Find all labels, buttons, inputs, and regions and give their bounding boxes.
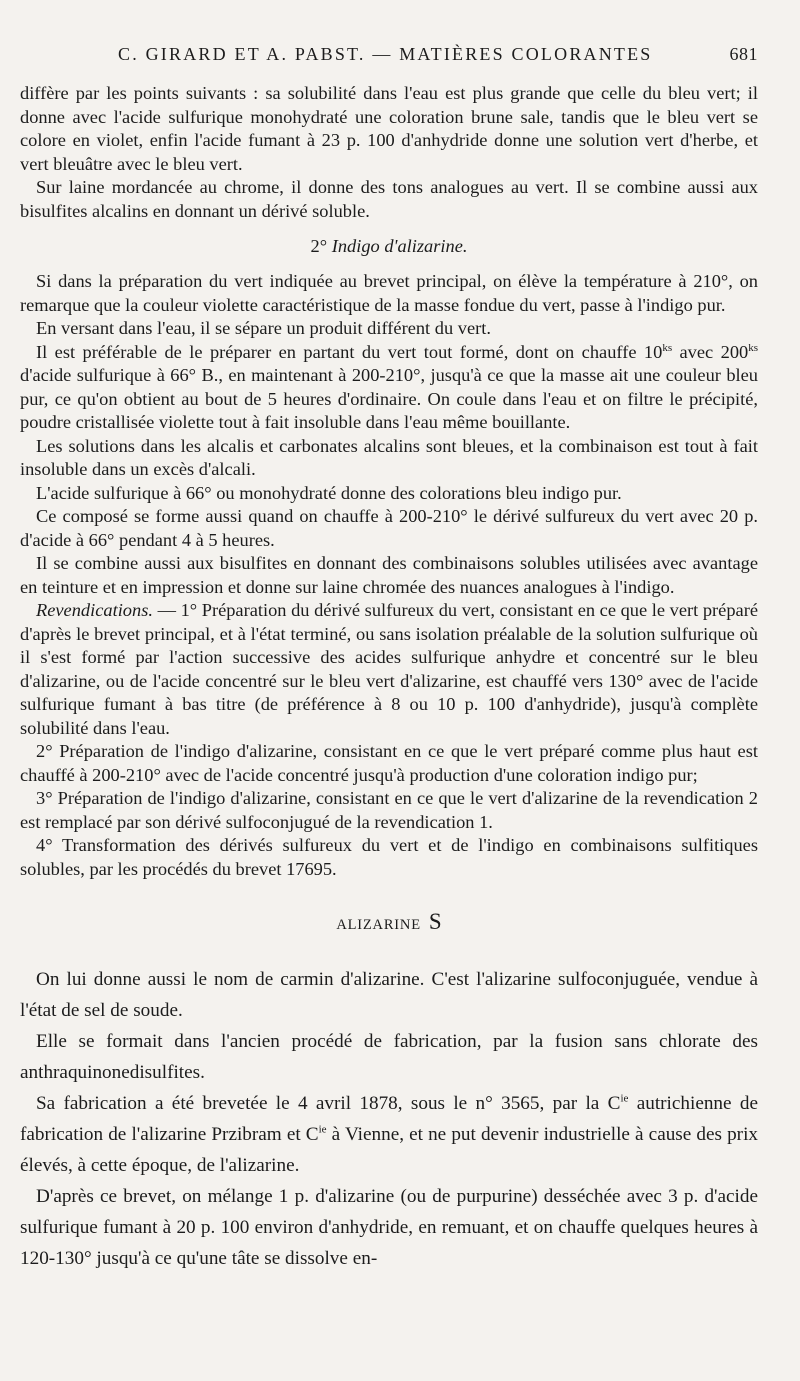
paragraph: 3° Préparation de l'indigo d'alizarine, consistant en ce que le vert d'alizarine de la revendication 2 est remplacé par son dérivé sulfoconjugué de la revendication 1. bbox=[20, 788, 758, 832]
text-run: d'acide sulfurique à 66° B., en maintenant à 200-210°, jusqu'à ce que la masse ait une couleur bleu pur, ce qu'on obtient au bout de 5 heures d'ordinaire. On coule dans l'eau et on filtre le précipité, poudre cristallisée violette tout à fait insoluble dans l'eau même bouillante. bbox=[20, 365, 758, 432]
page-number: 681 bbox=[729, 44, 758, 64]
section-letter: S bbox=[428, 909, 442, 934]
paragraph: L'acide sulfurique à 66° ou monohydraté donne des colorations bleu indigo pur. bbox=[36, 482, 622, 503]
section-name: ALIZARINE bbox=[336, 917, 421, 933]
section-heading bbox=[20, 907, 758, 940]
text-run: à Vienne, et ne put devenir industrielle à cause des prix élevés, à cette époque, de l'alizarine. bbox=[20, 1124, 758, 1176]
subsection-number: 2° bbox=[310, 236, 328, 256]
text-run: autrichienne de fabrication de l'alizarine Przibram et C bbox=[20, 1093, 758, 1145]
revendications-label: Revendications. bbox=[36, 600, 153, 620]
superscript: ie bbox=[318, 1123, 327, 1136]
superscript: ks bbox=[662, 341, 673, 354]
paragraph: Les solutions dans les alcalis et carbonates alcalins sont bleues, et la combinaison est tout à fait insoluble dans un excès d'alcali. bbox=[20, 435, 758, 479]
paragraph: Si dans la préparation du vert indiquée au brevet principal, on élève la température à 210°, on remarque que la couleur violette caractéristique de la masse fondue du vert, passe à l'indigo pur. bbox=[20, 271, 758, 315]
section-body bbox=[20, 964, 758, 1274]
paragraph: En versant dans l'eau, il se sépare un produit différent du vert. bbox=[36, 318, 491, 338]
paragraph: 2° Préparation de l'indigo d'alizarine, consistant en ce que le vert préparé comme plus haut est chauffé à 200-210° avec de l'acide concentré jusqu'à production d'une coloration indigo pur; bbox=[20, 741, 758, 785]
paragraph: Il se combine aussi aux bisulfites en donnant des combinaisons solubles utilisées avec avantage en teinture et en impression et donne sur laine chromée des nuances analogues à l'indigo. bbox=[20, 553, 758, 597]
page-header bbox=[118, 44, 758, 70]
paragraph: Ce composé se forme aussi quand on chauffe à 200-210° le dérivé sulfureux du vert avec 20 p. d'acide à 66° pendant 4 à 5 heures. bbox=[20, 506, 758, 550]
subsection-title: Indigo d'alizarine. bbox=[331, 236, 468, 256]
paragraph bbox=[20, 1088, 758, 1181]
text-run: Il est préférable de le préparer en partant du vert tout formé, dont on chauffe 10 bbox=[36, 341, 663, 362]
paragraph: Elle se formait dans l'ancien procédé de fabrication, par la fusion sans chlorate des anthraquinonedisulfites. bbox=[20, 1031, 758, 1083]
page-body bbox=[20, 82, 758, 1274]
paragraph: On lui donne aussi le nom de carmin d'alizarine. C'est l'alizarine sulfoconjuguée, vendue à l'état de sel de soude. bbox=[20, 969, 758, 1021]
text-run: avec 200 bbox=[672, 341, 749, 362]
superscript: ks bbox=[748, 341, 759, 354]
paragraph: 4° Transformation des dérivés sulfureux du vert et de l'indigo en combinaisons sulfitiques solubles, par les procédés du brevet 17695. bbox=[20, 835, 758, 879]
running-title: C. GIRARD ET A. PABST. — MATIÈRES COLORANTES bbox=[118, 44, 653, 64]
text-run: Sa fabrication a été brevetée le 4 avril 1878, sous le n° 3565, par la C bbox=[36, 1093, 621, 1114]
text-run: — 1° Préparation du dérivé sulfureux du vert, consistant en ce que le vert préparé d'après le brevet principal, et à l'état terminé, ou sans isolation préalable de la solution sulfurique où il s'est formé par l'action successive des acides sulfurique anhydre et concentré sur le bleu d'alizarine, ou de l'acide concentré sur le bleu vert d'alizarine, est chauffé vers 130° avec de l'acide sulfurique fumant à bas titre (de préférence à 8 ou 10 p. 100 d'anhydride), jusqu'à complète solubilité dans l'eau. bbox=[20, 600, 758, 738]
subsection-heading bbox=[20, 235, 758, 258]
paragraph: D'après ce brevet, on mélange 1 p. d'alizarine (ou de purpurine) desséchée avec 3 p. d'acide sulfurique fumant à 20 p. 100 environ d'anhydride, en remuant, et on chauffe quelques heures à 120-130° jusqu'à ce qu'une tâte se dissolve en- bbox=[20, 1186, 758, 1269]
paragraph bbox=[20, 341, 758, 435]
paragraph: diffère par les points suivants : sa solubilité dans l'eau est plus grande que celle du bleu vert; il donne avec l'acide sulfurique monohydraté une coloration brune sale, tandis que le bleu vert se colore en violet, enfin l'acide fumant à 23 p. 100 d'anhydride donne une solution vert d'herbe, et vert bleuâtre avec le bleu vert. bbox=[20, 83, 758, 174]
paragraph bbox=[20, 599, 758, 740]
paragraph: Sur laine mordancée au chrome, il donne des tons analogues au vert. Il se combine aussi aux bisulfites alcalins en donnant un dérivé soluble. bbox=[20, 177, 758, 221]
superscript: ie bbox=[620, 1092, 629, 1105]
